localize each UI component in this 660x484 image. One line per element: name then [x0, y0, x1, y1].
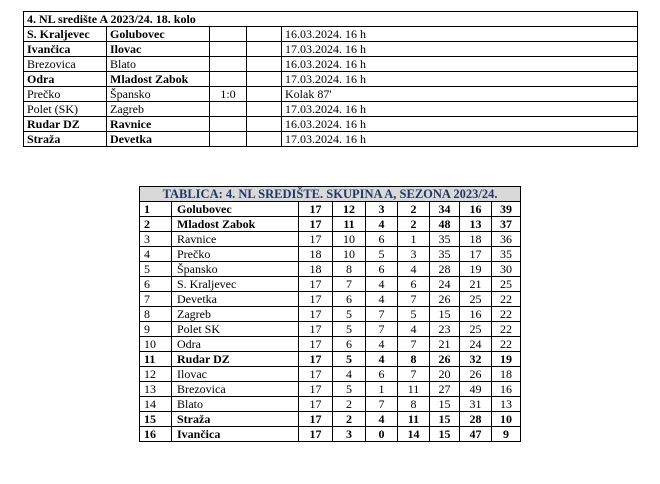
standings-draws: 0 [366, 427, 398, 442]
standings-played: 17 [299, 217, 333, 232]
standings-goals-against: 16 [460, 307, 492, 322]
standings-losses: 2 [398, 202, 430, 217]
standings-wins: 5 [333, 382, 366, 397]
standings-played: 17 [299, 337, 333, 352]
fixture-info: 17.03.2024. 16 h [282, 42, 638, 57]
standings-team: Zagreb [172, 307, 299, 322]
fixture-score [210, 132, 247, 147]
standings-goals-for: 24 [430, 277, 460, 292]
fixture-score [210, 42, 247, 57]
fixture-row [24, 57, 638, 72]
standings-points: 22 [492, 337, 521, 352]
standings-draws: 3 [366, 202, 398, 217]
standings-rank: 12 [140, 367, 172, 382]
standings-row [140, 277, 521, 292]
fixtures-body [24, 12, 638, 147]
standings-wins: 3 [333, 427, 366, 442]
standings-played: 17 [299, 367, 333, 382]
standings-rank: 10 [140, 337, 172, 352]
standings-team: Rudar DZ [172, 352, 299, 367]
standings-goals-against: 18 [460, 232, 492, 247]
fixture-score [210, 57, 247, 72]
fixtures-title: 4. NL središte A 2023/24. 18. kolo [24, 12, 638, 27]
standings-losses: 8 [398, 397, 430, 412]
standings-played: 17 [299, 412, 333, 427]
standings-rank: 11 [140, 352, 172, 367]
standings-points: 10 [492, 412, 521, 427]
standings-draws: 4 [366, 292, 398, 307]
fixture-home-team: Prečko [24, 87, 107, 102]
standings-goals-against: 25 [460, 322, 492, 337]
standings-goals-for: 28 [430, 262, 460, 277]
fixture-away-team: Mladost Zabok [107, 72, 210, 87]
standings-losses: 11 [398, 412, 430, 427]
standings-team: Polet SK [172, 322, 299, 337]
standings-played: 17 [299, 352, 333, 367]
standings-played: 18 [299, 247, 333, 262]
fixture-home-team: Polet (SK) [24, 102, 107, 117]
standings-goals-against: 19 [460, 262, 492, 277]
standings-team: Odra [172, 337, 299, 352]
fixture-away-team: Golubovec [107, 27, 210, 42]
standings-goals-for: 34 [430, 202, 460, 217]
fixture-info: 16.03.2024. 16 h [282, 117, 638, 132]
fixture-blank-cell [247, 87, 282, 102]
standings-draws: 1 [366, 382, 398, 397]
standings-team: Prečko [172, 247, 299, 262]
fixture-blank-cell [247, 57, 282, 72]
standings-row [140, 412, 521, 427]
fixture-home-team: Rudar DZ [24, 117, 107, 132]
standings-rank: 16 [140, 427, 172, 442]
standings-losses: 4 [398, 322, 430, 337]
standings-rank: 3 [140, 232, 172, 247]
standings-goals-against: 28 [460, 412, 492, 427]
fixture-score [210, 102, 247, 117]
fixture-home-team: Ivančica [24, 42, 107, 57]
fixture-blank-cell [247, 132, 282, 147]
standings-rank: 5 [140, 262, 172, 277]
standings-team: Brezovica [172, 382, 299, 397]
standings-team: Golubovec [172, 202, 299, 217]
standings-wins: 4 [333, 367, 366, 382]
fixture-away-team: Devetka [107, 132, 210, 147]
standings-goals-against: 16 [460, 202, 492, 217]
standings-losses: 1 [398, 232, 430, 247]
standings-row [140, 232, 521, 247]
standings-points: 37 [492, 217, 521, 232]
standings-rank: 7 [140, 292, 172, 307]
standings-wins: 5 [333, 322, 366, 337]
standings-row [140, 367, 521, 382]
standings-team: Ivančica [172, 427, 299, 442]
standings-team: Straža [172, 412, 299, 427]
standings-draws: 7 [366, 397, 398, 412]
fixture-row [24, 102, 638, 117]
standings-losses: 3 [398, 247, 430, 262]
standings-row [140, 382, 521, 397]
fixture-score [210, 72, 247, 87]
standings-row [140, 337, 521, 352]
fixture-row [24, 87, 638, 102]
standings-draws: 4 [366, 217, 398, 232]
standings-rank: 15 [140, 412, 172, 427]
standings-rank: 13 [140, 382, 172, 397]
standings-losses: 4 [398, 262, 430, 277]
standings-team: Ravnice [172, 232, 299, 247]
standings-points: 22 [492, 307, 521, 322]
standings-goals-for: 15 [430, 427, 460, 442]
fixture-away-team: Blato [107, 57, 210, 72]
standings-points: 9 [492, 427, 521, 442]
standings-losses: 2 [398, 217, 430, 232]
standings-goals-for: 15 [430, 412, 460, 427]
standings-draws: 6 [366, 262, 398, 277]
standings-wins: 11 [333, 217, 366, 232]
standings-points: 18 [492, 367, 521, 382]
fixture-row [24, 72, 638, 87]
fixture-blank-cell [247, 42, 282, 57]
standings-played: 17 [299, 277, 333, 292]
standings-team: Devetka [172, 292, 299, 307]
standings-wins: 7 [333, 277, 366, 292]
fixture-info: 17.03.2024. 16 h [282, 102, 638, 117]
fixture-home-team: Brezovica [24, 57, 107, 72]
standings-rank: 8 [140, 307, 172, 322]
standings-points: 22 [492, 322, 521, 337]
standings-played: 17 [299, 292, 333, 307]
fixture-row [24, 132, 638, 147]
fixture-away-team: Ravnice [107, 117, 210, 132]
standings-played: 17 [299, 232, 333, 247]
fixture-info: 16.03.2024. 16 h [282, 57, 638, 72]
fixture-score [210, 27, 247, 42]
standings-wins: 2 [333, 397, 366, 412]
standings-losses: 8 [398, 352, 430, 367]
standings-points: 30 [492, 262, 521, 277]
standings-title: TABLICA: 4. NL SREDIŠTE. SKUPINA A, SEZONA 2023/24. [140, 187, 521, 202]
standings-wins: 10 [333, 247, 366, 262]
standings-goals-against: 31 [460, 397, 492, 412]
fixture-away-team: Špansko [107, 87, 210, 102]
fixture-home-team: Odra [24, 72, 107, 87]
standings-goals-for: 23 [430, 322, 460, 337]
standings-rank: 4 [140, 247, 172, 262]
fixture-row [24, 42, 638, 57]
standings-points: 35 [492, 247, 521, 262]
standings-row [140, 322, 521, 337]
standings-played: 17 [299, 307, 333, 322]
standings-row [140, 292, 521, 307]
fixture-info: Kolak 87' [282, 87, 638, 102]
standings-goals-against: 21 [460, 277, 492, 292]
fixture-info: 16.03.2024. 16 h [282, 27, 638, 42]
standings-points: 16 [492, 382, 521, 397]
standings-team: Ilovac [172, 367, 299, 382]
standings-goals-for: 27 [430, 382, 460, 397]
standings-rank: 1 [140, 202, 172, 217]
standings-goals-for: 35 [430, 247, 460, 262]
standings-losses: 7 [398, 337, 430, 352]
standings-goals-for: 15 [430, 397, 460, 412]
standings-draws: 4 [366, 277, 398, 292]
standings-draws: 4 [366, 352, 398, 367]
standings-team: Špansko [172, 262, 299, 277]
standings-points: 13 [492, 397, 521, 412]
standings-goals-for: 20 [430, 367, 460, 382]
fixture-score [210, 117, 247, 132]
standings-goals-for: 15 [430, 307, 460, 322]
standings-points: 36 [492, 232, 521, 247]
standings-goals-against: 17 [460, 247, 492, 262]
standings-row [140, 202, 521, 217]
standings-team: Mladost Zabok [172, 217, 299, 232]
standings-row [140, 307, 521, 322]
standings-draws: 6 [366, 367, 398, 382]
standings-team: S. Kraljevec [172, 277, 299, 292]
fixture-info: 17.03.2024. 16 h [282, 132, 638, 147]
fixture-info: 17.03.2024. 16 h [282, 72, 638, 87]
standings-wins: 8 [333, 262, 366, 277]
standings-row [140, 427, 521, 442]
standings-wins: 6 [333, 292, 366, 307]
standings-draws: 4 [366, 337, 398, 352]
standings-wins: 12 [333, 202, 366, 217]
fixtures-table [23, 11, 638, 147]
standings-played: 17 [299, 427, 333, 442]
standings-played: 18 [299, 262, 333, 277]
standings-goals-against: 32 [460, 352, 492, 367]
standings-played: 17 [299, 202, 333, 217]
standings-rank: 9 [140, 322, 172, 337]
standings-row [140, 397, 521, 412]
standings-row [140, 247, 521, 262]
standings-losses: 7 [398, 292, 430, 307]
fixture-blank-cell [247, 102, 282, 117]
fixture-row [24, 117, 638, 132]
fixture-away-team: Ilovac [107, 42, 210, 57]
fixture-blank-cell [247, 72, 282, 87]
standings-points: 25 [492, 277, 521, 292]
standings-points: 22 [492, 292, 521, 307]
standings-wins: 2 [333, 412, 366, 427]
standings-draws: 7 [366, 307, 398, 322]
standings-goals-for: 26 [430, 352, 460, 367]
standings-wins: 5 [333, 352, 366, 367]
fixture-blank-cell [247, 117, 282, 132]
standings-points: 19 [492, 352, 521, 367]
fixture-blank-cell [247, 27, 282, 42]
standings-losses: 7 [398, 367, 430, 382]
standings-goals-against: 47 [460, 427, 492, 442]
standings-draws: 4 [366, 412, 398, 427]
standings-played: 17 [299, 382, 333, 397]
fixture-home-team: Straža [24, 132, 107, 147]
standings-goals-for: 35 [430, 232, 460, 247]
standings-body [140, 187, 521, 442]
standings-rank: 6 [140, 277, 172, 292]
standings-losses: 11 [398, 382, 430, 397]
standings-goals-for: 48 [430, 217, 460, 232]
standings-team: Blato [172, 397, 299, 412]
standings-goals-against: 25 [460, 292, 492, 307]
standings-points: 39 [492, 202, 521, 217]
standings-goals-for: 26 [430, 292, 460, 307]
standings-draws: 6 [366, 232, 398, 247]
standings-played: 17 [299, 322, 333, 337]
standings-wins: 5 [333, 307, 366, 322]
standings-losses: 6 [398, 277, 430, 292]
standings-goals-against: 26 [460, 367, 492, 382]
standings-row [140, 217, 521, 232]
standings-table [139, 186, 521, 442]
standings-wins: 6 [333, 337, 366, 352]
fixture-row [24, 27, 638, 42]
standings-losses: 5 [398, 307, 430, 322]
standings-goals-against: 49 [460, 382, 492, 397]
fixture-away-team: Zagreb [107, 102, 210, 117]
standings-draws: 7 [366, 322, 398, 337]
fixture-score: 1:0 [210, 87, 247, 102]
standings-row [140, 352, 521, 367]
standings-rank: 2 [140, 217, 172, 232]
fixture-home-team: S. Kraljevec [24, 27, 107, 42]
standings-rank: 14 [140, 397, 172, 412]
standings-losses: 14 [398, 427, 430, 442]
standings-draws: 5 [366, 247, 398, 262]
standings-goals-for: 21 [430, 337, 460, 352]
standings-goals-against: 13 [460, 217, 492, 232]
standings-played: 17 [299, 397, 333, 412]
standings-goals-against: 24 [460, 337, 492, 352]
standings-wins: 10 [333, 232, 366, 247]
standings-row [140, 262, 521, 277]
